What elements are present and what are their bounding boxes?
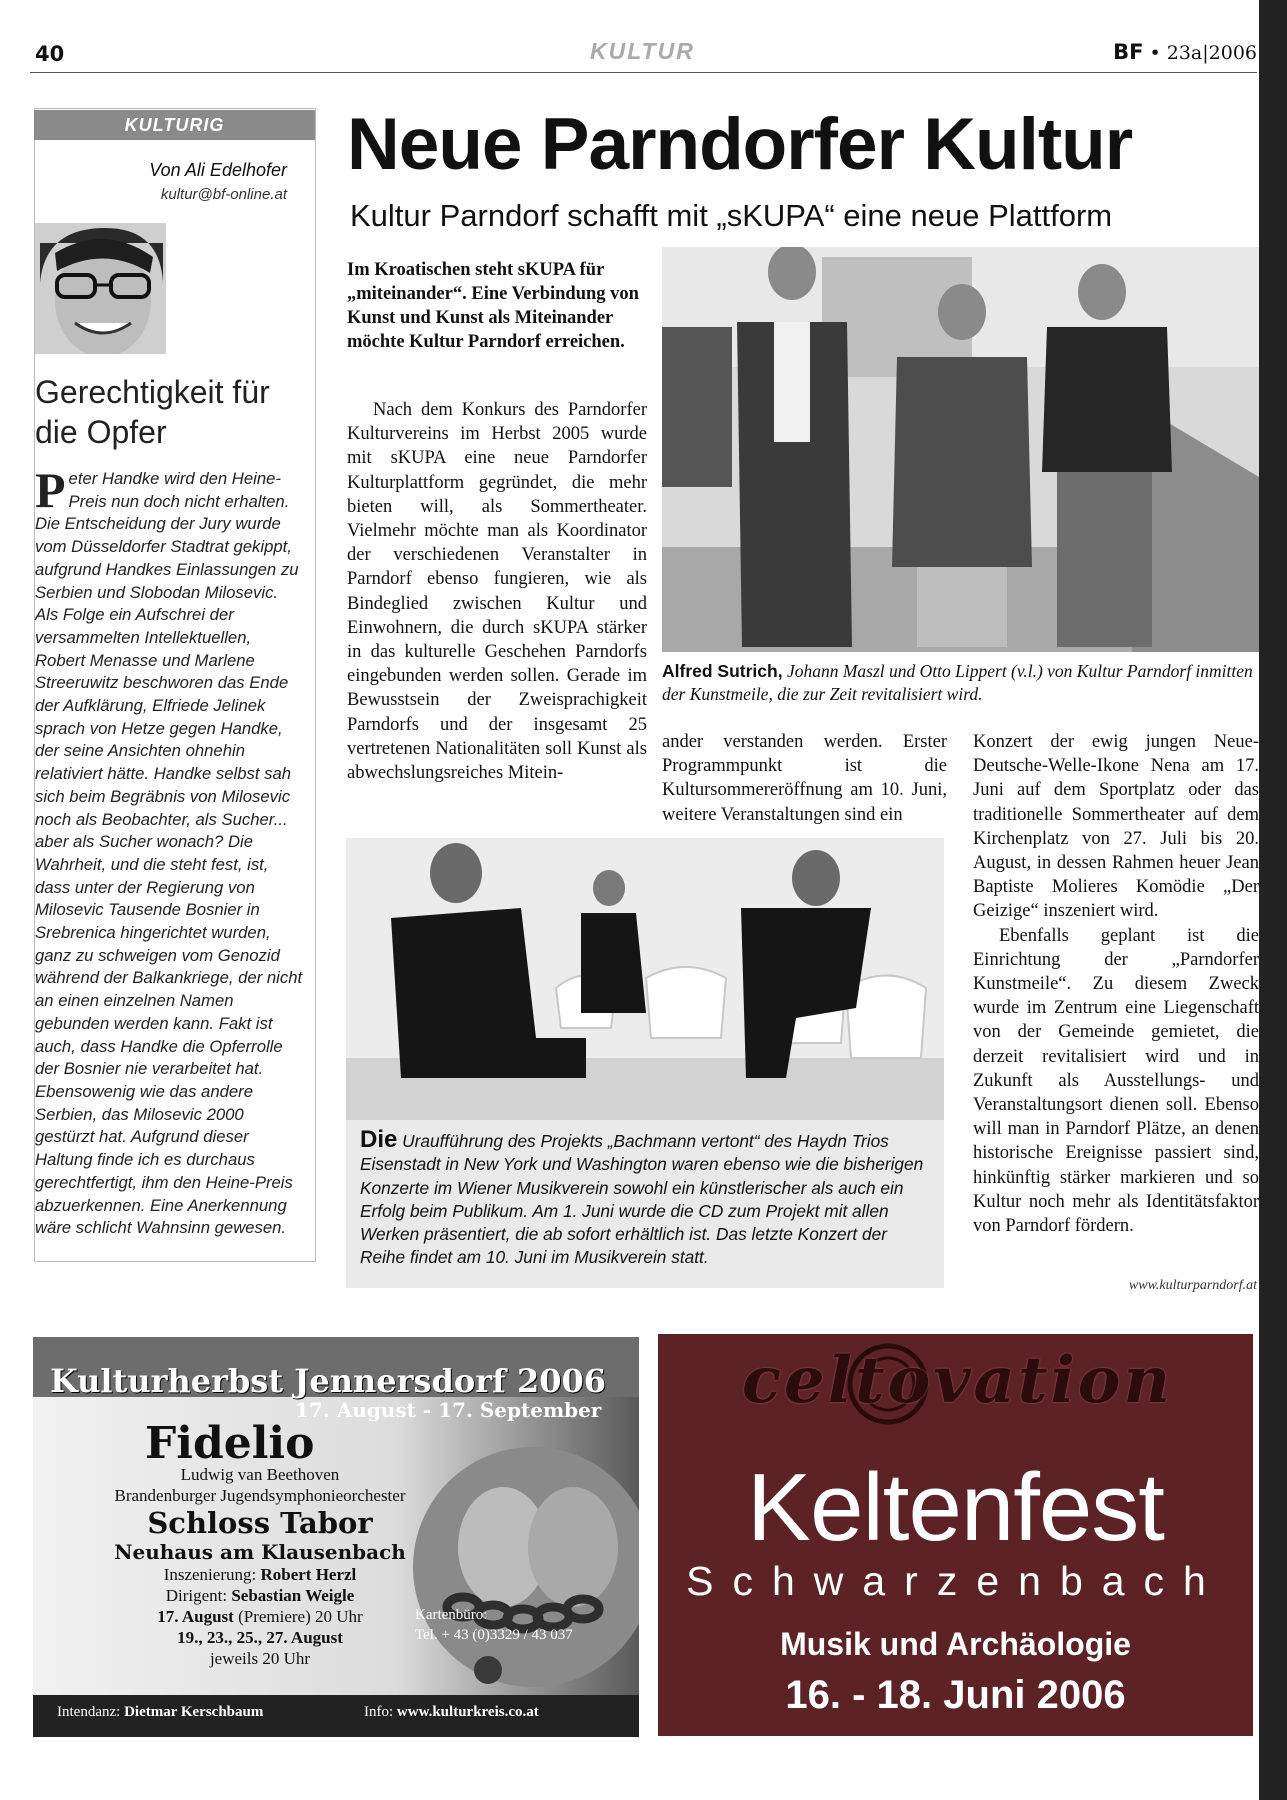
- column-email: kultur@bf-online.at: [160, 186, 287, 203]
- ad-premiere-date: 17. August: [157, 1607, 234, 1626]
- ad-festival-dates: 17. August - 17. September: [295, 1398, 602, 1422]
- article-column-3: [973, 730, 1259, 1238]
- author-portrait: [35, 223, 166, 354]
- caption-text: Uraufführung des Projekts „Bachmann vertont“ des Haydn Trios Eisenstadt in New York und Washington waren ebenso wie die bisherigen Konzerte im Wiener Musikverein sowohl ein künstlerischer als auch ein Erfolg beim Publikum. Am 1. Juni wurde die CD zum Projekt mit allen Werken präsentiert, die ab sofort erhältlich ist. Das letzte Konzert der Reihe findet am 10. Juni im Musikverein statt.: [360, 1131, 924, 1268]
- page-spine-edge: [1259, 0, 1287, 1800]
- celtovation-logo: celtovation: [742, 1343, 1173, 1418]
- page-number: 40: [35, 42, 65, 66]
- kultur-parndorf-photo: [662, 247, 1259, 652]
- caption-lead: Alfred Sutrich,: [662, 661, 783, 681]
- keltenfest-title: Keltenfest: [747, 1454, 1164, 1561]
- column-byline: Von Ali Edelhofer: [149, 160, 287, 180]
- ad-intendant: [57, 1704, 263, 1721]
- ad-orchestra: Brandenburger Jugendsymphonieorchester: [114, 1486, 406, 1505]
- article-headline: Neue Parndorfer Kultur: [347, 104, 1133, 185]
- ad-direction-name: Robert Herzl: [260, 1565, 357, 1584]
- ad-place: Neuhaus am Klausenbach: [114, 1540, 406, 1564]
- ad-info-label: Info:: [364, 1704, 394, 1720]
- ad-conductor: [40, 1585, 480, 1606]
- article-paragraph: Nach dem Konkurs des Parndorfer Kulturvereins im Herbst 2005 wurde mit sKUPA eine neue Parndorfer Kulturplattform gegründet, die mehr bieten will, als Sommertheater. Vielmehr möchte man als Koordinator der verschiedenen Veranstalter in Parndorf ebenso fungieren, wie als Bindeglied zwischen Kultur und Einwohnern, die durch sKUPA stärker in das kulturelle Geschehen Parndorfs eingebunden werden sollen. Gerade im Bewusstsein der Zweisprachigkeit Parndorfs und der insgesamt 25 vertretenen Nationalitäten soll Kunst als abwechslungsreiches Mitein-: [347, 400, 647, 784]
- column-title: Gerechtigkeit für die Opfer: [35, 374, 270, 450]
- caption-text: Johann Maszl und Otto Lippert (v.l.) von Kultur Parndorf inmitten der Kunstmeile, die zur Zeit revitalisiert wird.: [662, 661, 1253, 704]
- photo-caption: [662, 660, 1262, 706]
- article-paragraph: Konzert der ewig jungen Neue-Deutsche-Welle-Ikone Nena am 17. Juni auf dem Sportplatz oder das traditionelle Sommertheater auf dem Kirchenplatz von 27. Juli bis 20. August, in dessen Rahmen heuer Jean Baptiste Molieres Komödie „Der Geizige“ inszeniert wird.: [973, 732, 1259, 922]
- ad-premiere-note: (Premiere) 20 Uhr: [238, 1607, 363, 1626]
- article-column-1: [347, 398, 647, 785]
- ad-details: [40, 1464, 480, 1669]
- ad-direction: [40, 1564, 480, 1585]
- section-title: KULTUR: [590, 38, 695, 64]
- keltenfest-dates: 16. - 18. Juni 2006: [785, 1673, 1126, 1717]
- brand-logo: BF: [1113, 40, 1144, 64]
- column-body: [35, 462, 305, 1240]
- article-column-2: ander verstanden werden. Erster Programmpunkt ist die Kultursommereröffnung am 10. Juni, weitere Veranstaltungen sind ein: [662, 732, 947, 825]
- header-rule: [30, 72, 1257, 73]
- ad-intendant-name: Dietmar Kerschbaum: [124, 1704, 264, 1720]
- article-lead: Im Kroatischen steht sKUPA für „miteinander“. Eine Verbindung von Kunst und Kunst als Miteinander möchte Kultur Parndorf erreichen.: [347, 260, 639, 352]
- keltenfest-tagline: Musik und Archäologie: [780, 1626, 1131, 1662]
- ad-more-dates: 19., 23., 25., 27. August: [177, 1628, 343, 1647]
- ad-conductor-label: Dirigent:: [165, 1586, 228, 1605]
- ad-opera-title: Fidelio: [145, 1418, 315, 1469]
- issue-number: • 23a|2006: [1149, 42, 1257, 64]
- ad-conductor-name: Sebastian Weigle: [231, 1586, 355, 1605]
- ad-intendant-label: Intendanz:: [57, 1704, 121, 1720]
- ad-venue: Schloss Tabor: [147, 1506, 373, 1540]
- ad-festival-title: Kulturherbst Jennersdorf 2006: [50, 1362, 607, 1400]
- article-subheadline: Kultur Parndorf schafft mit „sKUPA“ eine neue Plattform: [350, 198, 1113, 233]
- ad-info-url: www.kulturkreis.co.at: [396, 1704, 539, 1720]
- article-website: www.kulturparndorf.at: [1128, 1278, 1257, 1293]
- caption-lead: Die: [360, 1126, 398, 1153]
- keltenfest-place: Schwarzenbach: [686, 1558, 1225, 1604]
- ad-direction-label: Inszenierung:: [163, 1565, 257, 1584]
- ad-box-office-label: Kartenbüro:: [415, 1607, 488, 1623]
- ad-info: [364, 1704, 539, 1721]
- ad-premiere: [40, 1606, 480, 1627]
- haydn-trio-photo: [346, 838, 944, 1120]
- issue-info: [1113, 40, 1257, 64]
- ad-more-time: jeweils 20 Uhr: [209, 1649, 311, 1668]
- article-paragraph: Ebenfalls geplant ist die Einrichtung der „Parndorfer Kunstmeile“. Zu diesem Zweck wurde im Zentrum eine Liegenschaft von der Gemeinde gemietet, die derzeit revitalisiert wird und in Zukunft als Ausstellungs- und Veranstaltungsort dienen soll. Ebenso will man in Parndorf Plätze, an denen historische Ereignisse passiert sind, hinkünftig stärker markieren und so Kultur noch mehr als Identitätsfaktor von Parndorf fördern.: [973, 925, 1259, 1237]
- column-label: KULTURIG: [34, 110, 315, 140]
- column-text: eter Handke wird den Heine-Preis nun doch nicht erhalten. Die Entscheidung der Jury wurde vom Düsseldorfer Stadtrat gekippt, aufgrund Handkes Einlassungen zu Serbien und Slobodan Milosevic. Als Folge ein Aufschrei der versammelten Intellektuellen, Robert Menasse und Marlene Streeruwitz beschworen das Ende der Aufklärung, Elfriede Jelinek sprach von Hetze gegen Handke, der seine Ansichten ohnehin relativiert hätte. Handke selbst sah sich beim Begräbnis von Milosevic noch als Beobachter, als Sucher... aber als Sucher wonach? Die Wahrheit, und die steht fest, ist, dass unter der Regierung von Milosevic Tausende Bosnier in Srebrenica hingerichtet wurden, ganz zu schweigen vom Genozid während der Balkankriege, der nicht an einen einzelnen Namen gebunden werden kann. Fakt ist auch, dass Handke die Opferrolle der Bosnier nie verarbeitet hat. Ebensowenig wie das andere Serbien, das Milosevic 2000 gestürzt hat. Aufgrund dieser Haltung finde ich es durchaus gerechtfertigt, ihm den Heine-Preis abzuerkennen. Eine Anerkennung wäre schlicht Wahnsinn gewesen.: [35, 469, 303, 1238]
- ad-box-office: [415, 1605, 573, 1645]
- drop-cap: P: [35, 462, 66, 518]
- ad-composer: Ludwig van Beethoven: [180, 1465, 340, 1484]
- trio-caption: [360, 1128, 935, 1270]
- ad-box-office-tel: Tel. + 43 (0)3329 / 43 037: [415, 1627, 573, 1643]
